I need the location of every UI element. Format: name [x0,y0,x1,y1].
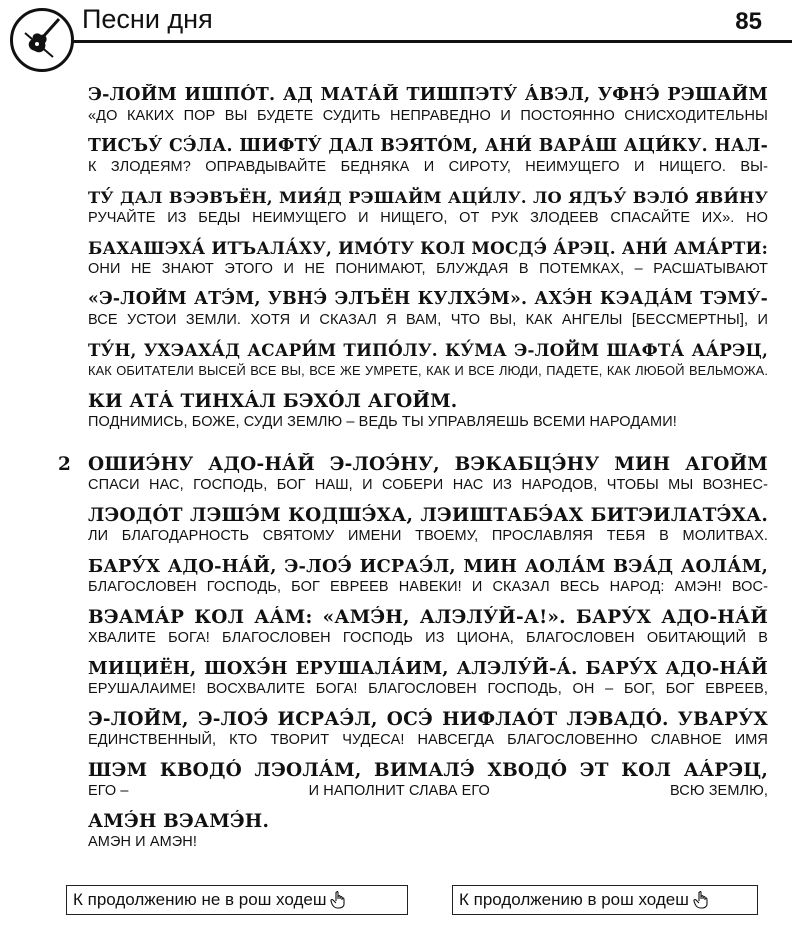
transliteration-line: КИ АТА́ ТИНХА́Л БЭХО́Л АГОЙ́М. [88,391,458,412]
verse-pair [88,657,768,698]
verse-pair [88,759,768,800]
transliteration-line: ТУ́Н, УХЭАХА́Д АСАРИ́М ТИПО́ЛУ. КУ́МА Э-ЛОЙ́М ШАФТА́ АА́РЭЦ, [88,340,768,360]
transliteration-line: БАХАШЭХА́ ИТЪАЛА́ХУ, ИМО́ТУ КОЛ МОСДЭ́ А́РЭЦ. АНИ́ АМА́РТИ: [88,238,768,258]
transliteration-line: ОШИЭ́НУ АДО-НА́Й Э-ЛОЭ́НУ, ВЭКАБЦЭ́НУ МИН АГОЙ́М [88,454,768,475]
verse-pair [88,504,768,545]
translation-fragment: ВСЮ ЗЕМЛЮ, [669,783,768,799]
translation-fragment: ЕГО – [88,783,129,799]
continue-not-rosh-chodesh-button[interactable] [66,885,408,915]
transliteration-line: Э-ЛОЙ́М, Э-ЛОЭ́ ИСРАЭ́Л, ОСЭ́ НИФЛАО́Т ЛЭВАДО́. УВАРУ́Х [88,709,768,730]
transliteration-line: БАРУ́Х АДО-НА́Й, Э-ЛОЭ́ ИСРАЭ́Л, МИН АОЛА́М ВЭА́Д АОЛА́М, [88,556,768,577]
transliteration-line: «Э-ЛОЙ́М АТЭ́М, УВНЭ́ ЭЛЪЁН КУЛХЭ́М». АХЭ́Н КЭАДА́М ТЭМУ́- [88,289,768,309]
page-number: 85 [735,8,762,35]
verse-pair [88,606,768,647]
violin-icon [10,8,74,72]
translation-line: СПАСИ НАС, ГОСПОДЬ, БОГ НАШ, И СОБЕРИ НАС ИЗ НАРОДОВ, ЧТОБЫ МЫ ВОЗНЕС- [88,477,768,493]
verse-pair [58,453,768,494]
translation-line: ЕДИНСТВЕННЫЙ, КТО ТВОРИТ ЧУДЕСА! НАВСЕГДА БЛАГОСЛОВЕННО СЛАВНОЕ ИМЯ [88,732,768,748]
transliteration-line: ШЭМ КВОДО́ ЛЭОЛА́М, ВИМАЛЭ́ ХВОДО́ ЭТ КОЛ АА́РЭЦ, [88,760,768,781]
translation-line: «ДО КАКИХ ПОР ВЫ БУДЕТЕ СУДИТЬ НЕПРАВЕДНО И ПОСТОЯННО СНИСХОДИТЕЛЬНЫ [88,108,768,124]
translation-line: ЛИ БЛАГОДАРНОСТЬ СВЯТОМУ ИМЕНИ ТВОЕМУ, ПРОСЛАВЛЯЯ ТЕБЯ В МОЛИТВАХ. [88,528,768,544]
translation-line: К ЗЛОДЕЯМ? ОПРАВДЫВАЙТЕ БЕДНЯКА И СИРОТУ, НЕИМУЩЕГО И НИЩЕГО. ВЫ- [88,159,768,175]
nav-label: К продолжению не в рош ходеш [73,890,327,909]
verse-pair [88,555,768,596]
verse-pair [88,708,768,749]
translation-line: ЕРУШАЛАИМЕ! ВОСХВАЛИТЕ БОГА! БЛАГОСЛОВЕН ГОСПОДЬ, ОН – БОГ, БОГ ЕВРЕЕВ, [88,681,768,697]
translation-line: ВСЕ УСТОИ ЗЕМЛИ. ХОТЯ И СКАЗАЛ Я ВАМ, ЧТО ВЫ, КАК АНГЕЛЫ [БЕССМЕРТНЫ], И [88,312,768,328]
verse-pair [88,186,768,227]
translation-line: БЛАГОСЛОВЕН ГОСПОДЬ, БОГ ЕВРЕЕВ НАВЕКИ! И СКАЗАЛ ВЕСЬ НАРОД: АМЭН! ВОС- [88,579,768,595]
verse-pair [88,237,768,278]
transliteration-line: АМЭ́Н ВЭАМЭ́Н. [88,811,270,832]
verse-pair [88,84,768,125]
transliteration-line: ТУ́ ДАЛ ВЭЭВЪЁН, МИЯ́Д РЭШАЙМ АЦИ́ЛУ. ЛО ЯДЪУ́ ВЭЛО́ ЯВИ́НУ [88,188,768,207]
transliteration-line: ЛЭОДО́Т ЛЭШЭ́М КОДШЭ́ХА, ЛЭИШТАБЭ́АХ БИТЭИЛАТЭ́ХА. [88,505,768,526]
translation-fragment: И НАПОЛНИТ СЛАВА ЕГО [308,783,490,799]
verse-pair [88,288,768,329]
page-content [0,84,800,861]
continue-rosh-chodesh-button[interactable] [452,885,758,915]
verse-pair [88,135,768,176]
page-title: Песни дня [82,4,213,34]
page-header [0,0,800,60]
translation-line: РУЧАЙТЕ ИЗ БЕДЫ НЕИМУЩЕГО И НИЩЕГО, ОТ РУК ЗЛОДЕЕВ СПАСАЙТЕ ИХ». НО [88,210,768,226]
verse-pair [88,810,768,851]
transliteration-line: ТИСЪУ́ СЭ́ЛА. ШИФТУ́ ДАЛ ВЭЯТО́М, АНИ́ ВАРА́Ш АЦИ́КУ. НАЛ- [88,136,768,156]
translation-line-split [88,782,768,800]
section-number: 2 [58,454,71,475]
verse-pair [88,390,768,431]
pointing-hand-icon [330,891,346,909]
transliteration-line: ВЭАМА́Р КОЛ АА́М: «АМЭ́Н, АЛЭЛУ́Й-А!». БАРУ́Х АДО-НА́Й [88,607,768,628]
header-rule [66,40,792,43]
translation-line: ПОДНИМИСЬ, БОЖЕ, СУДИ ЗЕМЛЮ – ВЕДЬ ТЫ УПРАВЛЯЕШЬ ВСЕМИ НАРОДАМИ! [88,414,677,430]
transliteration-line: Э-ЛОЙ́М ИШПО́Т. АД МАТА́Й ТИШПЭТУ́ А́ВЭЛ, УФНЭ́ РЭШАЙ́М [88,85,768,105]
pointing-hand-icon [693,891,709,909]
translation-line: КАК ОБИТАТЕЛИ ВЫСЕЙ ВСЕ ВЫ, ВСЕ ЖЕ УМРЕТЕ, КАК И ВСЕ ЛЮДИ, ПАДЕТЕ, КАК ЛЮБОЙ ВЕЛЬМОЖА. [88,363,768,378]
translation-line: ХВАЛИТЕ БОГА! БЛАГОСЛОВЕН ГОСПОДЬ ИЗ ЦИОНА, БЛАГОСЛОВЕН ОБИТАЮЩИЙ В [88,630,768,646]
transliteration-line: МИЦИЁН, ШОХЭ́Н ЕРУШАЛА́ИМ, АЛЭЛУ́Й-А́. БАРУ́Х АДО-НА́Й [88,658,768,679]
verse-pair [88,339,768,380]
translation-line: ОНИ НЕ ЗНАЮТ ЭТОГО И НЕ ПОНИМАЮТ, БЛУЖДАЯ В ПОТЕМКАХ, – РАСШАТЫВАЮТ [88,261,768,277]
translation-line: АМЭН И АМЭН! [88,834,197,850]
nav-label: К продолжению в рош ходеш [459,890,689,909]
